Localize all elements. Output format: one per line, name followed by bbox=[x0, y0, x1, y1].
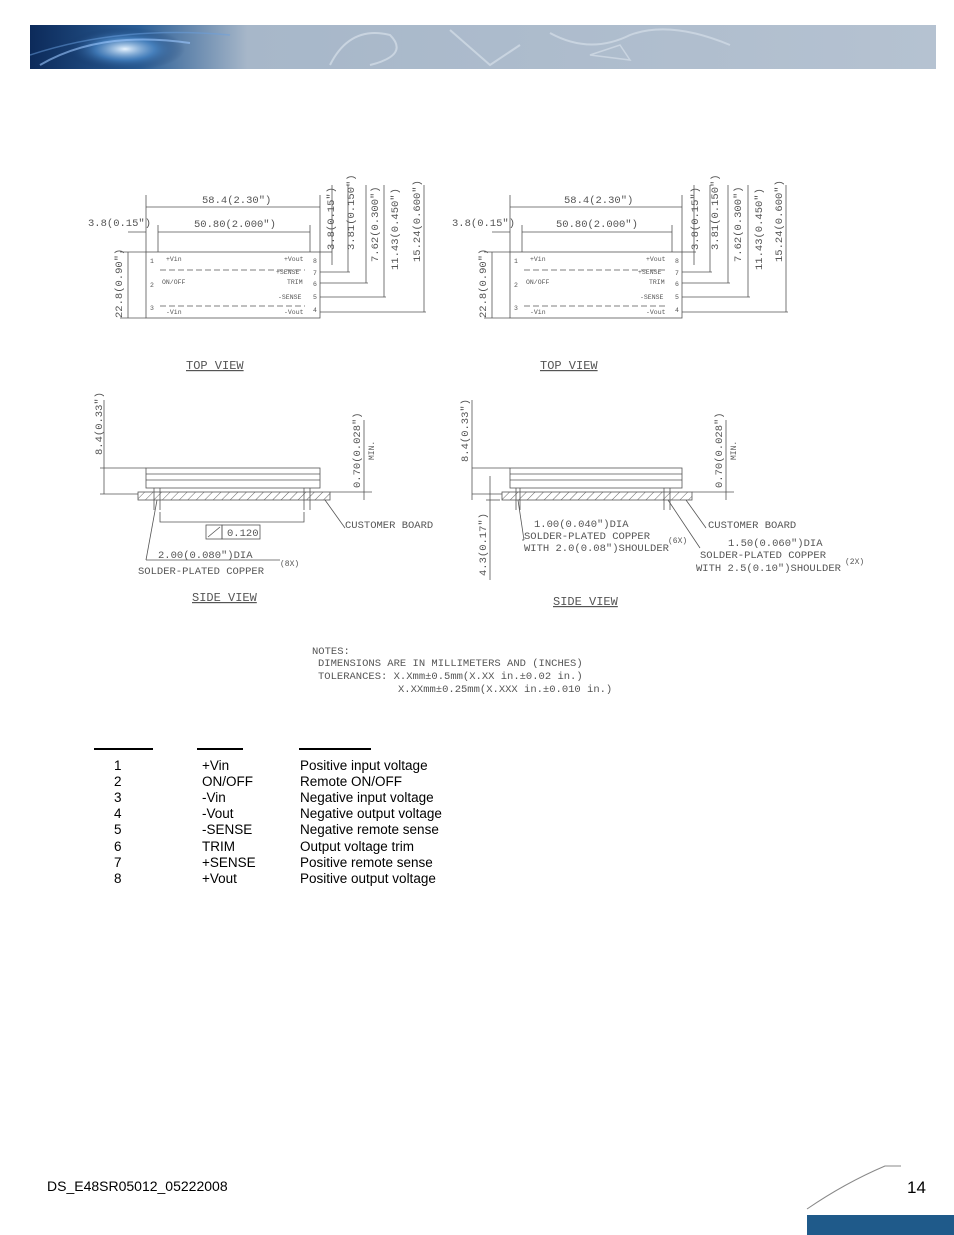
side-dim-standoff-left: 0.70(0.028") bbox=[352, 412, 364, 488]
pin-num-right: 4 bbox=[675, 307, 679, 314]
dim-height-left: 22.8(0.90") bbox=[114, 248, 126, 318]
pin-function: Positive input voltage bbox=[300, 758, 428, 773]
pin-num-right: 6 bbox=[313, 281, 317, 288]
pin-label-right: +Vout bbox=[646, 256, 666, 263]
caption-side-view-left: SIDE VIEW bbox=[192, 591, 257, 605]
pin-label-left: ON/OFF bbox=[526, 279, 550, 286]
caption-top-view-left: TOP VIEW bbox=[186, 359, 244, 373]
footer-corner-graphic bbox=[805, 1163, 954, 1235]
vdim-4-left: 11.43(0.450") bbox=[390, 188, 402, 270]
pin-name: TRIM bbox=[202, 839, 235, 854]
pin2-dia-right: 1.50(0.060")DIA bbox=[728, 538, 823, 550]
pin-num-left: 1 bbox=[514, 258, 518, 265]
pin-name: -Vin bbox=[202, 790, 226, 805]
dim-pitch-left: 50.80(2.000") bbox=[194, 219, 276, 231]
pin-label-left: -Vin bbox=[166, 309, 182, 316]
pin-number: 3 bbox=[114, 790, 122, 805]
pin-function: Negative remote sense bbox=[300, 822, 439, 837]
dim-overall-right: 58.4(2.30") bbox=[564, 195, 634, 207]
vdim-3-right: 7.62(0.300") bbox=[733, 186, 745, 262]
pin1-dia-right: 1.00(0.040")DIA bbox=[534, 519, 629, 531]
side-dim-height-right: 8.4(0.33") bbox=[460, 398, 472, 462]
pin-function: Remote ON/OFF bbox=[300, 774, 403, 789]
pin-number: 6 bbox=[114, 839, 122, 854]
pin-num-left: 1 bbox=[150, 258, 154, 265]
pin-label-right: TRIM bbox=[287, 279, 303, 286]
pin-number: 1 bbox=[114, 758, 122, 773]
pin-function: Positive remote sense bbox=[300, 855, 433, 870]
pin-num-right: 5 bbox=[313, 294, 317, 301]
pin-num-right: 7 bbox=[313, 270, 317, 277]
pin1-finish-right: SOLDER-PLATED COPPER bbox=[524, 531, 651, 543]
pin-finish-left: SOLDER-PLATED COPPER bbox=[138, 566, 265, 578]
pin-dia-left: 2.00(0.080")DIA bbox=[158, 550, 253, 562]
pin-name: +Vout bbox=[202, 871, 237, 886]
notes-line-1: DIMENSIONS ARE IN MILLIMETERS AND (INCHES) bbox=[318, 658, 583, 670]
pin-label-right: +SENSE bbox=[276, 269, 300, 276]
pin-function: Output voltage trim bbox=[300, 839, 415, 854]
pin-label-right: -SENSE bbox=[278, 294, 302, 301]
vdim-1-left: 3.8(0.15") bbox=[326, 186, 338, 250]
pin-name: +SENSE bbox=[202, 855, 256, 870]
vdim-3-left: 7.62(0.300") bbox=[370, 186, 382, 262]
customer-board-left: CUSTOMER BOARD bbox=[345, 520, 434, 532]
pin-label-left: -Vin bbox=[530, 309, 546, 316]
pin-number: 7 bbox=[114, 855, 122, 870]
vdim-4-right: 11.43(0.450") bbox=[754, 188, 766, 270]
dim-overall-left: 58.4(2.30") bbox=[202, 195, 272, 207]
pin-num-left: 3 bbox=[514, 305, 518, 312]
pin-function: Negative input voltage bbox=[300, 790, 434, 805]
pin-name: -SENSE bbox=[202, 822, 253, 837]
document-id: DS_E48SR05012_05222008 bbox=[47, 1178, 228, 1194]
pin-name: +Vin bbox=[202, 758, 230, 773]
pin-label-left: +Vin bbox=[166, 256, 182, 263]
pin2-shoulder-right: WITH 2.5(0.10")SHOULDER bbox=[696, 563, 841, 575]
vdim-5-left: 15.24(0.600") bbox=[412, 180, 424, 262]
pin-label-left: ON/OFF bbox=[162, 279, 186, 286]
pin-number: 4 bbox=[114, 806, 122, 821]
dim-pitch-right: 50.80(2.000") bbox=[556, 219, 638, 231]
pin-table-header-rule bbox=[94, 748, 153, 750]
notes-title: NOTES: bbox=[312, 646, 350, 658]
vdim-5-right: 15.24(0.600") bbox=[774, 180, 786, 262]
caption-top-view-right: TOP VIEW bbox=[540, 359, 598, 373]
dim-offset-left: 3.8(0.15") bbox=[88, 218, 152, 230]
notes-line-3: X.XXmm±0.25mm(X.XXX in.±0.010 in.) bbox=[398, 684, 613, 696]
pin-num-left: 2 bbox=[150, 282, 154, 289]
pin1-shoulder-right: WITH 2.0(0.08")SHOULDER bbox=[524, 543, 669, 555]
pin-qty-left: (8X) bbox=[280, 560, 300, 569]
dim-height-right: 22.8(0.90") bbox=[478, 248, 490, 318]
pin-num-right: 4 bbox=[313, 307, 317, 314]
pin-num-right: 7 bbox=[675, 270, 679, 277]
pin-num-right: 6 bbox=[675, 281, 679, 288]
pin-num-right: 5 bbox=[675, 294, 679, 301]
pin-number: 8 bbox=[114, 871, 122, 886]
side-dim-pin-len-right: 4.3(0.17") bbox=[478, 512, 490, 576]
vdim-2-left: 3.81(0.150") bbox=[346, 174, 358, 250]
pin-number: 5 bbox=[114, 822, 122, 837]
pin-label-right: +SENSE bbox=[638, 269, 662, 276]
pin-number: 2 bbox=[114, 774, 122, 789]
pin-num-right: 8 bbox=[313, 258, 317, 265]
pin-num-right: 8 bbox=[675, 258, 679, 265]
pin-function: Negative output voltage bbox=[300, 806, 442, 821]
pin-name: -Vout bbox=[202, 806, 234, 821]
pin2-finish-right: SOLDER-PLATED COPPER bbox=[700, 550, 827, 562]
flatness-value: 0.120 bbox=[227, 528, 259, 540]
pin2-qty-right: (2X) bbox=[845, 558, 865, 567]
pin-label-right: -Vout bbox=[284, 309, 304, 316]
side-dim-min-left: MIN. bbox=[368, 440, 377, 460]
pin-table-header-rule bbox=[299, 748, 371, 750]
vdim-1-right: 3.8(0.15") bbox=[690, 186, 702, 250]
side-dim-min-right: MIN. bbox=[730, 440, 739, 460]
pin-label-left: +Vin bbox=[530, 256, 546, 263]
vdim-2-right: 3.81(0.150") bbox=[710, 174, 722, 250]
pin-label-right: TRIM bbox=[649, 279, 665, 286]
pin-num-left: 2 bbox=[514, 282, 518, 289]
pin-name: ON/OFF bbox=[202, 774, 253, 789]
pin-num-left: 3 bbox=[150, 305, 154, 312]
pin-label-right: -SENSE bbox=[640, 294, 664, 301]
customer-board-right: CUSTOMER BOARD bbox=[708, 520, 797, 532]
pin-label-right: +Vout bbox=[284, 256, 304, 263]
notes-line-2: TOLERANCES: X.Xmm±0.5mm(X.XX in.±0.02 in.) bbox=[318, 671, 583, 683]
side-dim-standoff-right: 0.70(0.028") bbox=[714, 412, 726, 488]
page-number: 14 bbox=[907, 1178, 926, 1197]
pin-label-right: -Vout bbox=[646, 309, 666, 316]
dim-offset-right: 3.8(0.15") bbox=[452, 218, 516, 230]
caption-side-view-right: SIDE VIEW bbox=[553, 595, 618, 609]
pin-table-header-rule bbox=[197, 748, 243, 750]
pin1-qty-right: (6X) bbox=[668, 537, 688, 546]
side-dim-height-left: 8.4(0.33") bbox=[94, 391, 106, 455]
footer-accent-bar bbox=[807, 1215, 954, 1235]
pin-function: Positive output voltage bbox=[300, 871, 436, 886]
